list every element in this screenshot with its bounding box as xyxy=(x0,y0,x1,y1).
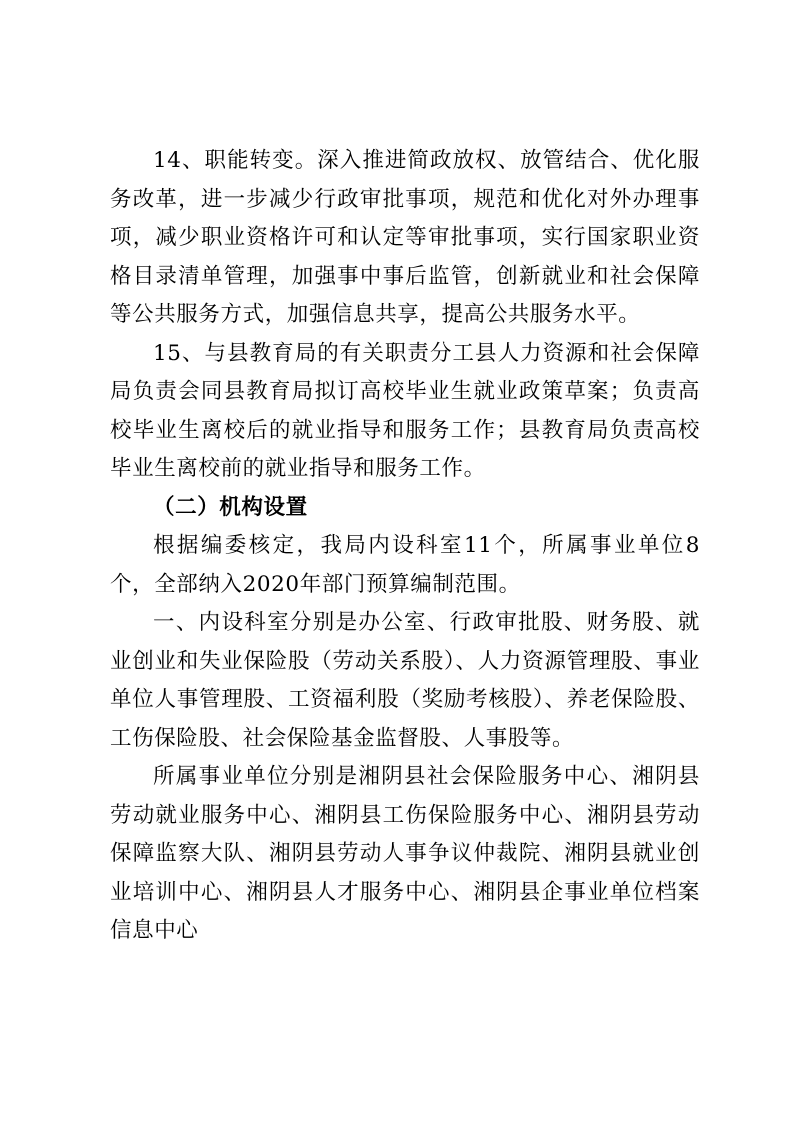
paragraph-affiliated-units: 所属事业单位分别是湘阴县社会保险服务中心、湘阴县劳动就业服务中心、湘阴县工伤保险服务中心、湘阴县劳动保障监察大队、湘阴县劳动人事争议仲裁院、湘阴县就业创业培训中心、湘阴县人才服务中心、湘阴县企事业单位档案信息中心 xyxy=(110,764,700,943)
paragraph-staffing-approval: 根据编委核定，我局内设科室11个，所属事业单位8个，全部纳入2020年部门预算编制范围。 xyxy=(110,533,700,597)
paragraph-14-function-transformation: 14、职能转变。深入推进简政放权、放管结合、优化服务改革，进一步减少行政审批事项，规范和优化对外办理事项，减少职业资格许可和认定等审批事项，实行国家职业资格目录清单管理，加强事中事后监管，创新就业和社会保障等公共服务方式，加强信息共享，提高公共服务水平。 xyxy=(110,148,700,327)
paragraph-15-division-of-duties: 15、与县教育局的有关职责分工县人力资源和社会保障局负责会同县教育局拟订高校毕业生就业政策草案；负责高校毕业生离校后的就业指导和服务工作；县教育局负责高校毕业生离校前的就业指导和服务工作。 xyxy=(110,340,700,481)
paragraph-internal-departments: 一、内设科室分别是办公室、行政审批股、财务股、就业创业和失业保险股（劳动关系股）、人力资源管理股、事业单位人事管理股、工资福利股（奖励考核股）、养老保险股、工伤保险股、社会保险基金监督股、人事股等。 xyxy=(110,610,700,751)
document-body xyxy=(110,142,700,951)
section-heading-organization: （二）机构设置 xyxy=(153,494,308,520)
